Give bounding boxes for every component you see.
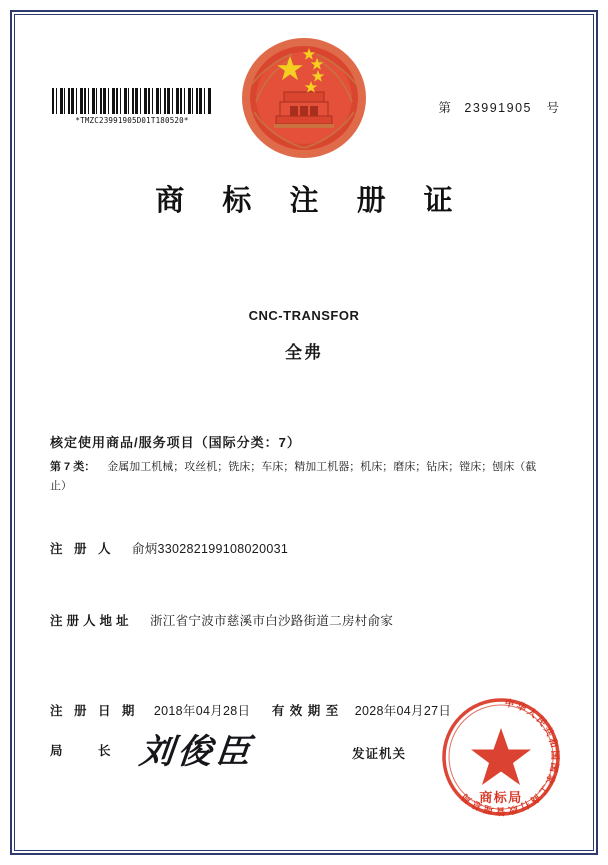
registrant-label: 注 册 人 xyxy=(50,542,115,556)
serial-value: 23991905 xyxy=(464,101,532,115)
goods-body xyxy=(50,458,550,497)
barcode-icon xyxy=(52,88,212,114)
address-label: 注册人地址 xyxy=(50,614,133,628)
registrant-value: 俞炳330282199108020031 xyxy=(131,542,289,556)
serial-prefix: 第 xyxy=(438,101,452,115)
dates-row xyxy=(50,702,451,721)
national-emblem-icon xyxy=(238,32,370,172)
goods-class-label: 第 7 类： xyxy=(50,461,96,473)
trademark-chinese: 全弗 xyxy=(285,343,323,362)
goods-heading: 核定使用商品/服务项目（国际分类：7） xyxy=(50,435,301,450)
validity-label: 有 效 期 至 xyxy=(271,704,340,718)
serial-suffix: 号 xyxy=(546,101,560,115)
svg-text:商标局: 商标局 xyxy=(479,791,523,806)
issuing-authority-label: 发证机关 xyxy=(352,747,407,761)
barcode-block xyxy=(52,88,212,125)
validity-date-value: 2028年04月27日 xyxy=(354,704,452,718)
registration-date-label: 注 册 日 期 xyxy=(50,704,139,718)
director-label: 局 长 xyxy=(50,744,115,758)
official-seal xyxy=(436,692,566,822)
goods-items: 金属加工机械；攻丝机；铣床；车床；精加工机器；机床；磨床；钻床；镗床；刨床（截止） xyxy=(50,461,537,493)
director-signature: 刘俊臣 xyxy=(137,732,256,772)
serial-number xyxy=(438,98,560,116)
registrant-row xyxy=(50,540,288,559)
barcode-text: *TMZC23991905D01T180520* xyxy=(75,116,189,125)
registration-date-value: 2018年04月28日 xyxy=(153,704,251,718)
address-row xyxy=(50,612,393,631)
page-title: 商 标 注 册 证 xyxy=(155,183,467,217)
trademark-latin: CNC-TRANSFOR xyxy=(248,308,360,323)
svg-text:中华人民共和国国家工商行政管理总局: 中华人民共和国国家工商行政管理总局 xyxy=(457,697,561,817)
address-value: 浙江省宁波市慈溪市白沙路街道二房村俞家 xyxy=(150,614,394,628)
director-row xyxy=(50,742,114,761)
